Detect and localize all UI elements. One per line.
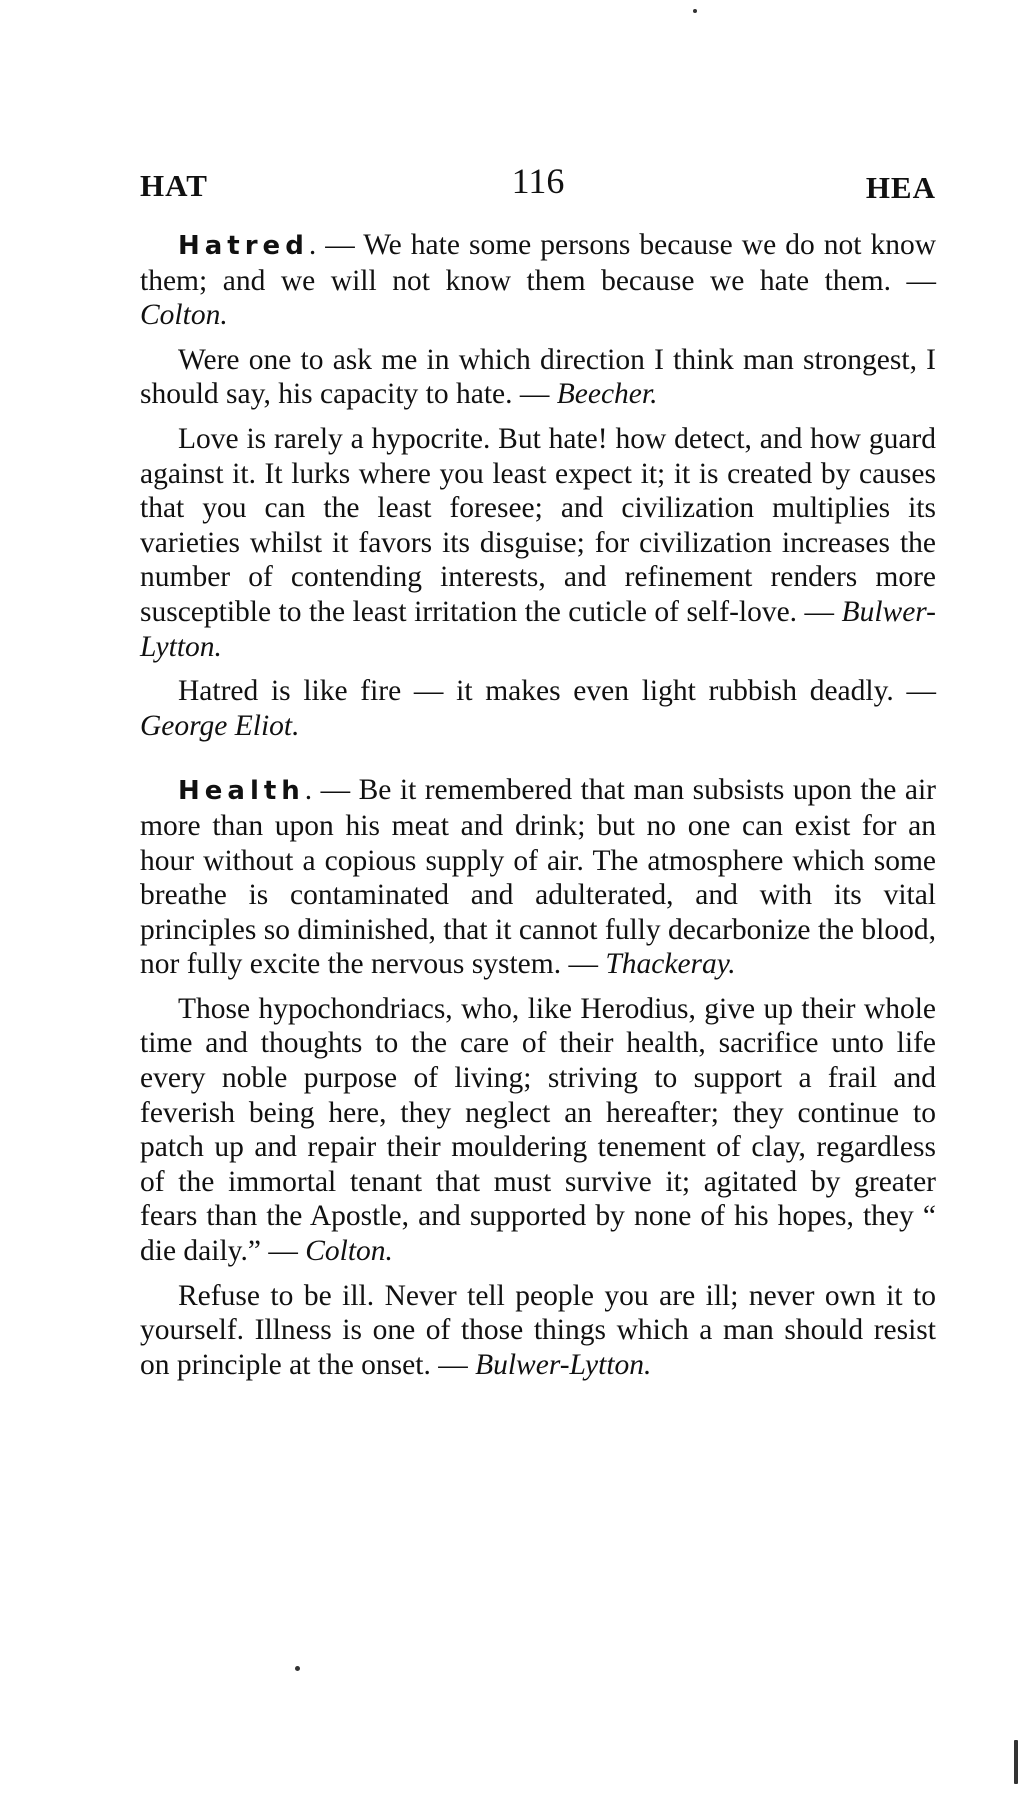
quote-text: Be it remembered that man subsists upon the air more than upon his meat and drink; but no one can exist for an hour without a copious supply of air. The atmosphere which some breathe is contaminated and adulterated, and with its vital principles so diminished, that it cannot fully decarbonize the blood, nor fully excite the nervous system. [140, 774, 936, 981]
quote-author: Thackeray. [605, 948, 736, 981]
quote-paragraph [140, 773, 936, 982]
scan-speck [1014, 1740, 1018, 1784]
author-dash: — [561, 948, 606, 981]
header-right-catchword: HEA [865, 170, 936, 205]
quote-author: Bulwer-Lytton. [140, 595, 936, 663]
quote-author: George Eliot. [140, 709, 300, 742]
quote-text: Were one to ask me in which direction I think man strongest, I should say, his capacity to hate. [140, 343, 936, 411]
quote-text: Love is rarely a hypocrite. But hate! how detect, and how guard against it. It lurks where you least expect it; it is created by causes that you can the least foresee; and civilization multiplies its varieties whilst it favors its disguise; for civilization increases the number of contending interests, and refinement renders more susceptible to the least irritation the cuticle of self-love. [140, 422, 936, 628]
topic-heading-hatred: Hatred [178, 231, 309, 261]
topic-dash: . — [308, 229, 364, 261]
book-page [140, 0, 936, 1793]
quote-text: We hate some persons because we do not know them; and we will not know them because we hate them. [140, 229, 936, 297]
author-dash: — [430, 1348, 476, 1381]
quote-paragraph [140, 343, 936, 412]
scan-speck [295, 1666, 300, 1671]
topic-dash: . — [304, 774, 359, 807]
running-head [140, 160, 936, 210]
author-dash: — [512, 378, 557, 411]
page-number: 116 [511, 161, 565, 201]
quote-text: Refuse to be ill. Never tell people you are ill; never own it to yourself. Illness is one of those things which a man should resist on principle at the onset. [140, 1279, 936, 1381]
quote-author: Colton. [305, 1235, 393, 1268]
quote-text: Those hypochondriacs, who, like Herodius, give up their whole time and thoughts to the care of their health, sacrifice unto life every noble purpose of living; striving to support a frail and feverish being here, they neglect an hereafter; they continue to patch up and repair their mouldering tenement of clay, regardless of the immortal tenant that must survive it; agitated by greater fears than the Apostle, and supported by none of his hopes, they “ die daily.” [140, 992, 936, 1268]
quote-text: Hatred is like fire — it makes even light rubbish deadly. [178, 675, 894, 708]
quote-author: Bulwer-Lytton. [475, 1348, 652, 1381]
scan-speck [693, 9, 697, 13]
quote-paragraph [140, 674, 936, 743]
topic-heading-health: Health [178, 776, 305, 807]
author-dash: — [797, 595, 842, 628]
author-dash: — [890, 264, 937, 297]
quote-paragraph [140, 228, 936, 333]
author-dash: — [260, 1235, 306, 1268]
author-dash: — [893, 675, 937, 708]
page-body [140, 228, 936, 1392]
quote-paragraph [140, 992, 936, 1269]
quote-paragraph [140, 1279, 936, 1383]
quote-author: Beecher. [556, 378, 658, 411]
quote-paragraph [140, 422, 936, 664]
header-left-catchword: HAT [140, 168, 208, 203]
quote-author: Colton. [140, 299, 228, 332]
